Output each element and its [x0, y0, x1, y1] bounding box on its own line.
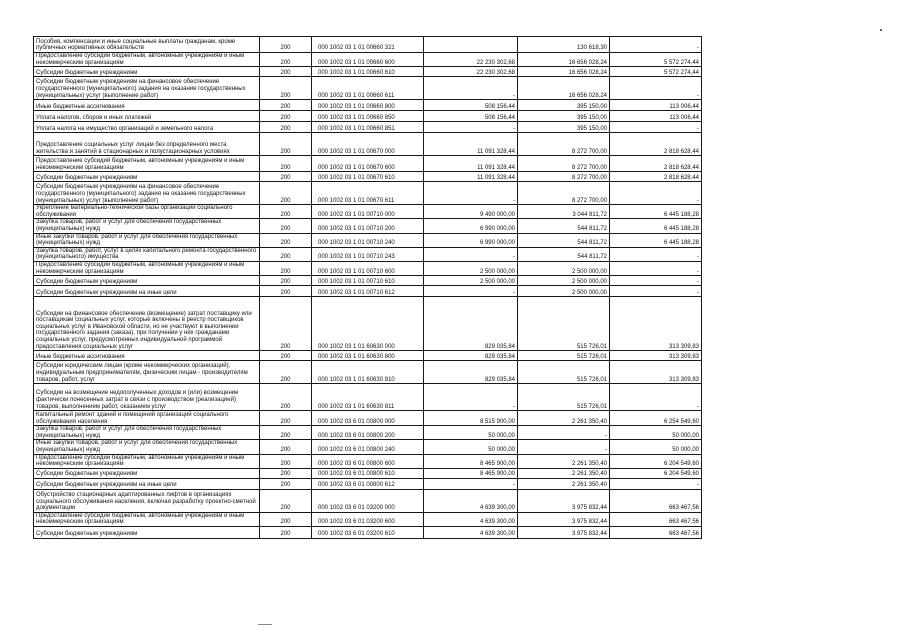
cell-kbk: 000 1002 03 1 01 00660 851 — [312, 122, 424, 133]
table-row — [34, 478, 702, 489]
cell-kbk: 000 1002 03 6 01 03200 610 — [312, 526, 424, 538]
cell-v2: - — [518, 426, 610, 440]
cell-v3: 113 006,44 — [610, 111, 702, 122]
cell-v3: 5 572 274,44 — [610, 67, 702, 77]
cell-kbk: 000 1002 03 1 01 00710 200 — [312, 219, 424, 233]
table-row — [34, 426, 702, 440]
table-row — [34, 111, 702, 122]
table-row — [34, 261, 702, 275]
cell-kbk: 000 1002 03 1 01 00670 000 — [312, 133, 424, 156]
cell-v2: 2 500 000,00 — [518, 286, 610, 297]
cell-code: 200 — [260, 233, 312, 247]
cell-v2: 16 656 028,24 — [518, 77, 610, 100]
cell-v2: 515 726,01 — [518, 384, 610, 411]
cell-v1: 829 035,84 — [424, 361, 518, 384]
cell-v2: 515 726,01 — [518, 297, 610, 351]
cell-name: Субсидии бюджетным учреждениям — [34, 172, 260, 182]
cell-name: Предоставление субсидий бюджетным, автономным учреждениям и иным некоммерческим организациям — [34, 53, 260, 67]
cell-v2: 2 261 350,40 — [518, 478, 610, 489]
cell-kbk: 000 1002 03 1 01 00670 600 — [312, 156, 424, 172]
cell-name: Укрепление материально-технической базы организаций социального обслуживания — [34, 205, 260, 219]
cell-name: Иные закупки товаров, работ и услуг для обеспечения государственных (муниципальных) нужд — [34, 233, 260, 247]
cell-v3: 2 818 628,44 — [610, 156, 702, 172]
cell-v2: 544 811,72 — [518, 219, 610, 233]
cell-name: Субсидии бюджетным учреждениям — [34, 67, 260, 77]
table-row — [34, 172, 702, 182]
cell-kbk: 000 1002 03 1 01 00710 610 — [312, 276, 424, 286]
cell-v1: 6 990 000,00 — [424, 233, 518, 247]
cell-name: Предоставление социальных услуг лицам без определенного места жительства и занятий в стационарных и полустационарных условиях — [34, 133, 260, 156]
cell-code: 200 — [260, 286, 312, 297]
table-row — [34, 411, 702, 426]
cell-v1: 4 639 300,00 — [424, 489, 518, 512]
cell-name: Иные бюджетные ассигнования — [34, 100, 260, 111]
cell-v1: - — [424, 122, 518, 133]
table-row — [34, 276, 702, 286]
cell-v3: 5 572 274,44 — [610, 53, 702, 67]
cell-v2: 130 618,30 — [518, 37, 610, 53]
cell-v1: 22 230 302,68 — [424, 67, 518, 77]
cell-code: 200 — [260, 205, 312, 219]
cell-v2: 3 975 832,44 — [518, 512, 610, 526]
cell-v2: 395 150,00 — [518, 111, 610, 122]
cell-v2: 2 500 000,00 — [518, 276, 610, 286]
cell-v1: - — [424, 286, 518, 297]
cell-code: 200 — [260, 219, 312, 233]
cell-v3: 313 309,83 — [610, 361, 702, 384]
cell-code: 200 — [260, 361, 312, 384]
cell-kbk: 000 1002 03 1 01 00660 850 — [312, 111, 424, 122]
cell-v3: 2 818 628,44 — [610, 133, 702, 156]
cell-kbk: 000 1002 03 1 01 00670 610 — [312, 172, 424, 182]
cell-v2: 515 726,01 — [518, 361, 610, 384]
table-row — [34, 384, 702, 411]
cell-kbk: 000 1002 03 1 01 00660 611 — [312, 77, 424, 100]
cell-kbk: 000 1002 03 1 01 60630 000 — [312, 297, 424, 351]
cell-v3: - — [610, 182, 702, 205]
table-row — [34, 133, 702, 156]
cell-v2: 3 975 832,44 — [518, 489, 610, 512]
cell-v1: 6 990 000,00 — [424, 219, 518, 233]
cell-v2: 395 150,00 — [518, 100, 610, 111]
cell-v1: - — [424, 77, 518, 100]
cell-name: Предоставление субсидий бюджетным, автономным учреждениям и иным некоммерческим организациям — [34, 261, 260, 275]
table-row — [34, 489, 702, 512]
cell-v3: 50 000,00 — [610, 440, 702, 454]
cell-code: 200 — [260, 440, 312, 454]
cell-v1: - — [424, 247, 518, 261]
cell-code: 200 — [260, 526, 312, 538]
cell-v1: 829 035,84 — [424, 351, 518, 361]
cell-code: 200 — [260, 489, 312, 512]
cell-v1: 829 035,84 — [424, 297, 518, 351]
cell-v3: - — [610, 261, 702, 275]
cell-v1: 4 639 300,00 — [424, 526, 518, 538]
cell-v3: 2 818 628,44 — [610, 172, 702, 182]
cell-v2: - — [518, 440, 610, 454]
scan-artifact — [258, 624, 272, 625]
cell-v2: 515 726,01 — [518, 351, 610, 361]
cell-kbk: 000 1002 03 1 01 60630 800 — [312, 351, 424, 361]
cell-code: 200 — [260, 426, 312, 440]
cell-name: Пособия, компенсации и иные социальные выплаты гражданам, кроме публичных нормативных обязательств — [34, 37, 260, 53]
cell-code: 200 — [260, 182, 312, 205]
cell-v1: 8 465 900,00 — [424, 468, 518, 478]
table-body — [34, 37, 702, 539]
cell-name: Субсидии бюджетным учреждениям на финансовое обеспечение государственного (муниципального) задания на оказание государственных (муниципальных) услуг (выполнение работ) — [34, 77, 260, 100]
cell-name: Субсидии бюджетным учреждениям на иные цели — [34, 478, 260, 489]
budget-table-sheet — [33, 36, 701, 539]
cell-kbk: 000 1002 03 6 01 00800 000 — [312, 411, 424, 426]
table-row — [34, 351, 702, 361]
cell-code: 200 — [260, 384, 312, 411]
cell-v3: - — [610, 122, 702, 133]
cell-v3: - — [610, 247, 702, 261]
cell-kbk: 000 1002 03 1 01 00710 600 — [312, 261, 424, 275]
cell-kbk: 000 1002 03 1 01 00710 240 — [312, 233, 424, 247]
cell-v3: - — [610, 286, 702, 297]
cell-v3: - — [610, 384, 702, 411]
table-row — [34, 526, 702, 538]
cell-name: Субсидии бюджетным учреждениям — [34, 526, 260, 538]
table-row — [34, 247, 702, 261]
cell-kbk: 000 1002 03 6 01 03200 600 — [312, 512, 424, 526]
cell-v3: - — [610, 77, 702, 100]
cell-v2: 2 261 350,40 — [518, 411, 610, 426]
cell-v1: - — [424, 182, 518, 205]
cell-name: Субсидии бюджетным учреждениям на иные цели — [34, 286, 260, 297]
cell-v3: 6 445 188,28 — [610, 219, 702, 233]
cell-v3: 663 467,56 — [610, 512, 702, 526]
cell-v1 — [424, 37, 518, 53]
table-row — [34, 468, 702, 478]
cell-v1: 11 091 328,44 — [424, 133, 518, 156]
cell-code: 200 — [260, 411, 312, 426]
cell-v2: 8 272 700,00 — [518, 172, 610, 182]
cell-kbk: 000 1002 03 1 01 00660 800 — [312, 100, 424, 111]
table-row — [34, 454, 702, 468]
cell-v2: 16 656 028,24 — [518, 53, 610, 67]
cell-code: 200 — [260, 478, 312, 489]
cell-code: 200 — [260, 100, 312, 111]
table-row — [34, 440, 702, 454]
cell-name: Субсидии бюджетным учреждениям — [34, 468, 260, 478]
cell-name: Иные закупки товаров, работ и услуг для обеспечения государственных (муниципальных) нужд — [34, 440, 260, 454]
table-row — [34, 156, 702, 172]
cell-code: 200 — [260, 156, 312, 172]
cell-kbk: 000 1002 03 1 01 00660 321 — [312, 37, 424, 53]
table-row — [34, 233, 702, 247]
cell-v1: 508 156,44 — [424, 100, 518, 111]
cell-code: 200 — [260, 297, 312, 351]
cell-kbk: 000 1002 03 1 01 00710 612 — [312, 286, 424, 297]
cell-kbk: 000 1002 03 1 01 00710 243 — [312, 247, 424, 261]
cell-v2: 544 811,72 — [518, 247, 610, 261]
cell-kbk: 000 1002 03 6 01 00800 200 — [312, 426, 424, 440]
cell-kbk: 000 1002 03 1 01 00710 000 — [312, 205, 424, 219]
cell-kbk: 000 1002 03 1 01 00660 610 — [312, 67, 424, 77]
table-row — [34, 286, 702, 297]
cell-name: Субсидии на возмещение недополученных доходов и (или) возмещение фактически понесенных затрат в связи с производством (реализацией) товаров, выполнением работ, оказанием услуг — [34, 384, 260, 411]
table-row — [34, 77, 702, 100]
table-row — [34, 219, 702, 233]
cell-name: Закупка товаров, работ и услуг для обеспечения государственных (муниципальных) нужд — [34, 219, 260, 233]
cell-code: 200 — [260, 67, 312, 77]
table-row — [34, 37, 702, 53]
cell-v3: 113 006,44 — [610, 100, 702, 111]
cell-v3: 6 445 188,28 — [610, 233, 702, 247]
cell-v3: 663 467,56 — [610, 489, 702, 512]
cell-name: Субсидии бюджетным учреждениям — [34, 276, 260, 286]
cell-name: Предоставление субсидий бюджетным, автономным учреждениям и иным некоммерческим организациям — [34, 512, 260, 526]
cell-v1: - — [424, 384, 518, 411]
cell-v2: 8 272 700,00 — [518, 156, 610, 172]
cell-v1: 9 490 000,00 — [424, 205, 518, 219]
cell-code: 200 — [260, 122, 312, 133]
cell-v1: 50 000,00 — [424, 440, 518, 454]
table-row — [34, 205, 702, 219]
cell-v1: 50 000,00 — [424, 426, 518, 440]
table-row — [34, 512, 702, 526]
cell-kbk: 000 1002 03 1 01 60630 810 — [312, 361, 424, 384]
cell-v1: 22 230 302,68 — [424, 53, 518, 67]
cell-v1: 11 091 328,44 — [424, 156, 518, 172]
cell-v3: 6 204 549,60 — [610, 454, 702, 468]
cell-v3: - — [610, 276, 702, 286]
table-row — [34, 182, 702, 205]
scan-speck — [880, 29, 882, 31]
cell-code: 200 — [260, 247, 312, 261]
cell-name: Субсидии на финансовое обеспечение (возмещение) затрат поставщику или поставщикам социальных услуг, которые включены в реестр поставщиков социальных услуг в Ивановской области, но не участвуют в выполнении государственного задания (заказа), при получении у них гражданами социальных услуг, предусмотренных индивидуальной программой предоставления социальных услуг — [34, 297, 260, 351]
cell-code: 200 — [260, 351, 312, 361]
cell-kbk: 000 1002 03 6 01 00800 612 — [312, 478, 424, 489]
cell-code: 200 — [260, 53, 312, 67]
cell-name: Закупка товаров, работ, услуг в целях капитального ремонта государственного (муниципального) имущества — [34, 247, 260, 261]
cell-kbk: 000 1002 03 1 01 00670 611 — [312, 182, 424, 205]
cell-v3: 313 309,83 — [610, 351, 702, 361]
cell-kbk: 000 1002 03 6 01 00800 240 — [312, 440, 424, 454]
cell-name: Субсидии бюджетным учреждениям на финансовое обеспечение государственного (муниципального) задания на оказание государственных (муниципальных) услуг (выполнение работ) — [34, 182, 260, 205]
cell-v1: 508 156,44 — [424, 111, 518, 122]
cell-code: 200 — [260, 468, 312, 478]
cell-v3: - — [610, 37, 702, 53]
cell-name: Закупка товаров, работ и услуг для обеспечения государственных (муниципальных) нужд — [34, 426, 260, 440]
cell-v3: 6 254 549,60 — [610, 411, 702, 426]
table-row — [34, 361, 702, 384]
cell-v1: 4 639 300,00 — [424, 512, 518, 526]
cell-code: 200 — [260, 276, 312, 286]
table-row — [34, 53, 702, 67]
cell-v2: 3 044 811,72 — [518, 205, 610, 219]
table-row — [34, 100, 702, 111]
cell-code: 200 — [260, 111, 312, 122]
cell-kbk: 000 1002 03 1 01 60630 811 — [312, 384, 424, 411]
cell-name: Субсидии юридическим лицам (кроме некоммерческих организаций), индивидуальным предпринимателям, физическим лицам - производителям товаров, работ, услуг — [34, 361, 260, 384]
cell-v2: 8 272 700,00 — [518, 133, 610, 156]
cell-v3: 50 000,00 — [610, 426, 702, 440]
cell-name: Предоставление субсидий бюджетным, автономным учреждениям и иным некоммерческим организациям — [34, 156, 260, 172]
cell-v2: 2 261 350,40 — [518, 468, 610, 478]
cell-code: 200 — [260, 133, 312, 156]
cell-v3: - — [610, 478, 702, 489]
table-row — [34, 67, 702, 77]
budget-execution-table — [33, 36, 702, 539]
cell-code: 200 — [260, 37, 312, 53]
cell-v3: 6 445 188,28 — [610, 205, 702, 219]
cell-code: 200 — [260, 512, 312, 526]
cell-name: Иные бюджетные ассигнования — [34, 351, 260, 361]
cell-kbk: 000 1002 03 1 01 00660 600 — [312, 53, 424, 67]
cell-v2: 2 500 000,00 — [518, 261, 610, 275]
cell-v1: 2 500 000,00 — [424, 261, 518, 275]
cell-code: 200 — [260, 454, 312, 468]
cell-name: Уплата налогов, сборов и иных платежей — [34, 111, 260, 122]
cell-name: Предоставление субсидий бюджетным, автономным учреждениям и иным некоммерческим организациям — [34, 454, 260, 468]
cell-v3: 6 204 549,60 — [610, 468, 702, 478]
cell-v3: 313 309,83 — [610, 297, 702, 351]
cell-v2: 544 811,72 — [518, 233, 610, 247]
cell-code: 200 — [260, 172, 312, 182]
cell-v2: 16 656 028,24 — [518, 67, 610, 77]
cell-name: Уплата налога на имущество организаций и земельного налога — [34, 122, 260, 133]
cell-v3: 663 467,56 — [610, 526, 702, 538]
cell-v1: 8 515 900,00 — [424, 411, 518, 426]
cell-v1: 2 500 000,00 — [424, 276, 518, 286]
cell-v2: 395 150,00 — [518, 122, 610, 133]
cell-name: Обустройство стационарных адаптированных лифтов в организациях социального обслуживания населения, включая разработку проектно-сметной документации — [34, 489, 260, 512]
cell-kbk: 000 1002 03 6 01 00800 600 — [312, 454, 424, 468]
cell-v2: 2 261 350,40 — [518, 454, 610, 468]
table-row — [34, 297, 702, 351]
cell-v1: 8 465 900,00 — [424, 454, 518, 468]
cell-v2: 8 272 700,00 — [518, 182, 610, 205]
cell-v1: 11 091 328,44 — [424, 172, 518, 182]
cell-kbk: 000 1002 03 6 01 00800 610 — [312, 468, 424, 478]
cell-v1: - — [424, 478, 518, 489]
cell-code: 200 — [260, 77, 312, 100]
table-row — [34, 122, 702, 133]
cell-code: 200 — [260, 261, 312, 275]
cell-kbk: 000 1002 03 6 01 03200 000 — [312, 489, 424, 512]
cell-v2: 3 975 832,44 — [518, 526, 610, 538]
cell-name: Капитальный ремонт зданий и помещений организаций социального обслуживания населения — [34, 411, 260, 426]
